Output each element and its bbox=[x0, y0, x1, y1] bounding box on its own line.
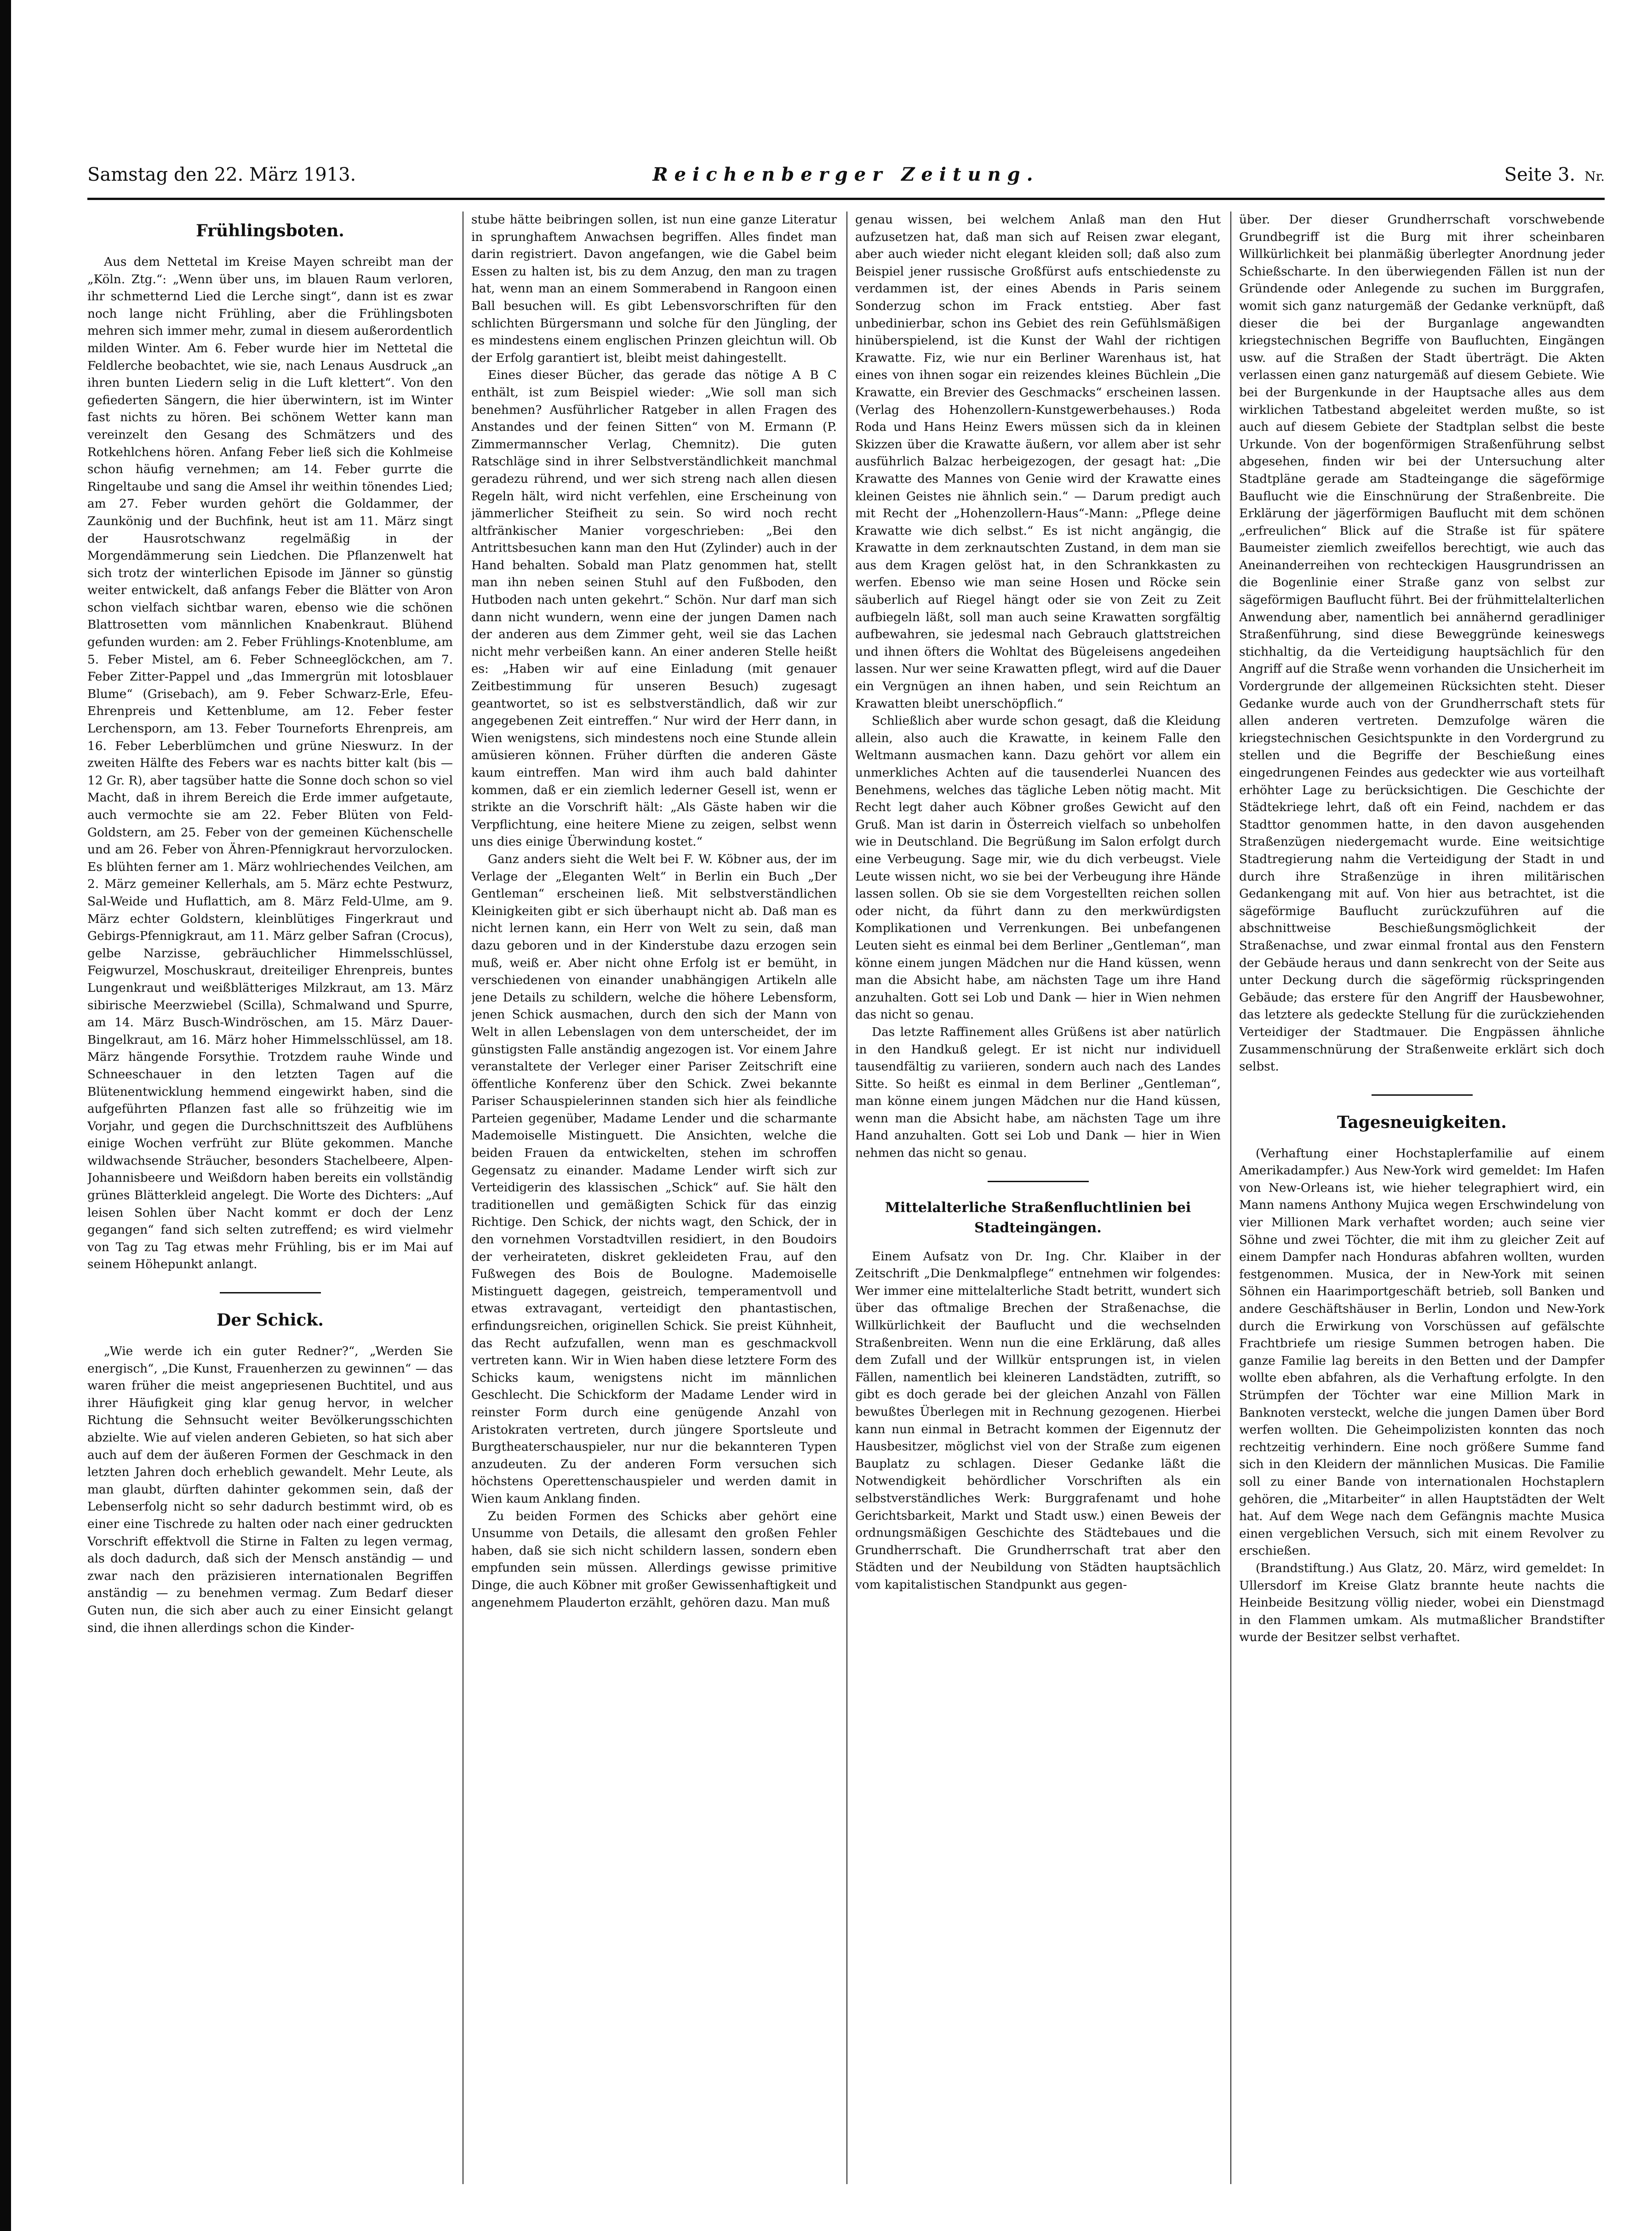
article-heading-schick: Der Schick. bbox=[217, 1310, 324, 1330]
article-paragraph: genau wissen, bei welchem Anlaß man den Hut aufzusetzen hat, daß man sich auf Reisen zwar elegant, aber auch wieder nicht elegant kleiden soll; daß also zum Beispiel jener russische Großfürst aufs entschiedenste zu verdammen ist, der eines Abends in Paris seinem Sonderzug schon im Frack entstieg. Aber fast unbedinierbar, schon ins Gebiet des rein Gefühlsmäßigen hinüberspielend, ist die Kunst der Wahl der richtigen Krawatte. Fiz, wie nur ein Berliner Warenhaus ist, hat eines von ihnen sogar ein reizendes kleines Büchlein „Die Krawatte, ein Brevier des Geschmacks“ erscheinen lassen. (Verlag des Hohenzollern-Kunstgewerbehauses.) Roda Roda und Hans Heinz Ewers müssen sich da in kleinen Skizzen über die Krawatte äußern, vor allem aber ist sehr ausführlich Balzac herbeigezogen, der gesagt hat: „Die Krawatte des Mannes von Genie wird der Krawatte eines kleinen Geistes nie ähnlich sein.“ — Darum predigt auch mit Recht der „Hohenzollern-Haus“-Mann: „Pflege deine Krawatte wie dich selbst.“ Es ist nicht angängig, die Krawatte in dem zerknautschten Zustand, in dem man sie aus dem Kragen gelöst hat, in den Schrankkasten zu werfen. Ebenso wie man seine Hosen und Röcke sein säuberlich auf Riegel hängt oder sie von Zeit zu Zeit aufbiegeln läßt, soll man auch seine Krawatten sorgfältig aufbewahren, sie jedesmal nach Gebrauch glattstreichen und ihnen öfters die Wohltat des Bügeleisens angedeihen lassen. Nur wer seine Krawatten pflegt, wird auf die Dauer ein Vergnügen an ihnen haben, und sein Reichtum an Krawatten bleibt unerschöpflich.“ bbox=[855, 213, 1221, 711]
column-3 bbox=[855, 212, 1221, 2184]
newspaper-page bbox=[87, 161, 1605, 2193]
article-paragraph: Das letzte Raffinement alles Grüßens ist aber natürlich in den Handkuß gelegt. Er ist nicht nur individuell tausendfältig zu variieren, sondern auch nach des Landes Sitte. So heißt es einmal in dem Berliner „Gentleman“, man könne einem jungen Mädchen nur die Hand küssen, wenn man die Absicht habe, am nächsten Tage um ihre Hand anzuhalten. Gott sei Lob und Dank — hier in Wien nehmen das nicht so genau. bbox=[855, 1025, 1221, 1161]
newspaper-title: Reichenberger Zeitung. bbox=[652, 164, 1040, 185]
article-paragraph: Ganz anders sieht die Welt bei F. W. Köbner aus, der im Verlage der „Eleganten Welt“ in Berlin ein Buch „Der Gentleman“ erscheinen ließ. Mit selbstverständlichen Kleinigkeiten gibt er sich überhaupt nicht ab. Daß man es nicht lernen kann, ein Herr von Welt zu sein, daß man dazu geboren und in der Kinderstube dazu erzogen sein muß, weiß er. Aber nicht ohne Erfolg ist er bemüht, in verschiedenen von einander unabhängigen Artikeln alle jene Details zu schildern, welche die höhere Lebensform, jenen Schick ausmachen, durch den sich der Mann von Welt in allen Lebenslagen von dem unterscheidet, der im günstigsten Falle anständig angezogen ist. Vor einem Jahre veranstaltete der Verleger einer Pariser Zeitschrift eine öffentliche Konferenz über den Schick. Zwei bekannte Pariser Schauspielerinnen standen sich hier als feindliche Parteien gegenüber, Madame Lender und die scharmante Mademoiselle Mistinguett. Die Ansichten, welche die beiden Frauen da entwickelten, stehen im schroffen Gegensatz zu einander. Madame Lender wirft sich zur Verteidigerin des klassischen „Schick“ auf. Sie hält den traditionellen und gemäßigten Schick für das einzig Richtige. Den Schick, der nichts wagt, den Schick, der in den vornehmen Vorstadtvillen residiert, in den Boudoirs der verheirateten, diskret gekleideten Frau, auf den Fußwegen des Bois de Boulogne. Mademoiselle Mistinguett dagegen, geistreich, temperamentvoll und etwas extravagant, verteidigt den phantastischen, erfindungsreichen, originellen Schick. Sie preist Kühnheit, das Recht aufzufallen, wenn man es geschmackvoll vertreten kann. Wir in Wien haben diese letztere Form des Schicks kaum, wenigstens nicht im männlichen Geschlecht. Die Schickform der Madame Lender wird in reinster Form durch eine genügende Anzahl von Aristokraten vertreten, durch jüngere Sportsleute und Burgtheaterschauspieler, nur nur die bekannteren Typen anzudeuten. Zu der anderen Form versuchen sich höchstens Operettenschauspieler und werden damit in Wien kaum Anklang finden. bbox=[471, 852, 837, 1506]
article-heading-strassenfluchtlinien: Mittelalterliche Straßenfluchtlinien bei Stadteingängen. bbox=[885, 1199, 1191, 1236]
columns bbox=[87, 212, 1605, 2184]
article-divider bbox=[988, 1181, 1089, 1182]
masthead bbox=[87, 161, 1605, 200]
article-divider bbox=[1372, 1094, 1473, 1096]
article-paragraph: Eines dieser Bücher, das gerade das nötige A B C enthält, ist zum Beispiel wieder: „Wie soll man sich benehmen? Ausführlicher Ratgeber in allen Fragen des Anstandes und der feinen Sitten“ von M. Ermann (P. Zimmermannscher Verlag, Chemnitz). Die guten Ratschläge sind in ihrer Selbstverständlichkeit manchmal geradezu rührend, und wer sich streng nach allen diesen Regeln hält, wird nicht verfehlen, eine Erscheinung von jämmerlicher Steifheit zu sein. So wird noch recht altfränkischer Manier vorgeschrieben: „Bei den Antrittsbesuchen kann man den Hut (Zylinder) auch in der Hand behalten. Sobald man Platz genommen hat, stellt man ihn neben seinen Stuhl auf den Fußboden, den Hutboden nach unten gekehrt.“ Schön. Nur darf man sich dann nicht wundern, wenn eine der jungen Damen nach der anderen aus dem Zimmer geht, weil sie das Lachen nicht mehr verbeißen kann. An einer anderen Stelle heißt es: „Haben wir auf eine Einladung (mit genauer Zeitbestimmung für unseren Besuch) zugesagt geantwortet, so ist es selbstverständlich, daß wir zur angegebenen Zeit eintreffen.“ Nur wird der Herr dann, in Wien wenigstens, sich mindestens noch eine Stunde allein amüsieren können. Früher dürften die anderen Gäste kaum eintreffen. Man wird ihm auch bald dahinter kommen, daß er ein ziemlich lederner Gesell ist, wenn er strikte an die Vorschrift hält: „Als Gäste haben wir die Verpflichtung, eine heitere Miene zu zeigen, selbst wenn uns dies einige Überwindung kostet.“ bbox=[471, 368, 837, 849]
page-no-suffix: Nr. bbox=[1584, 169, 1605, 184]
article-paragraph: Schließlich aber wurde schon gesagt, daß die Kleidung allein, also auch die Krawatte, in keinem Falle den Weltmann ausmachen kann. Dazu gehört vor allem ein unmerkliches Achten auf die tausenderlei Nuancen des Benehmens, welches das tägliche Leben nötig macht. Mit Recht legt daher auch Köbner großes Gewicht auf den Gruß. Man ist darin in Österreich vielfach so unbeholfen wie in Deutschland. Die Begrüßung im Salon erfolgt durch eine Verbeugung. Sage mir, wie du dich verbeugst. Viele Leute wissen nicht, wo sie bei der Verbeugung ihre Hände lassen sollen. Ob sie sie dem Vorgestellten reichen sollen oder nicht, da führt dann zu den merkwürdigsten Komplikationen und Verrenkungen. Bei unbefangenen Leuten sieht es einmal bei dem Berliner „Gentleman“, man könne einem jungen Mädchen nur die Hand küssen, wenn man die Absicht habe, am nächsten Tage um ihre Hand anzuhalten. Gott sei Lob und Dank — hier in Wien nehmen das nicht so genau. bbox=[855, 714, 1221, 1022]
article-paragraph: Einem Aufsatz von Dr. Ing. Chr. Klaiber in der Zeitschrift „Die Denkmalpflege“ entnehmen wir folgendes: Wer immer eine mittelalterliche Stadt betritt, wundert sich über das oftmalige Brechen der Straßenachse, die Willkürlichkeit der Bauflucht und die wechselnden Straßenbreiten. Wenn nun die eine Erklärung, daß alles dem Zufall und der Willkür entsprungen ist, in vielen Fällen, namentlich bei kleineren Landstädten, zutrifft, so gibt es doch gerade bei der gleichen Anzahl von Fällen bewußtes Überlegen mit in Rechnung gezogenen. Hierbei kann nun einmal in Betracht kommen der Eigennutz der Hausbesitzer, möglichst viel von der Straße zum eigenen Bauplatz zu schlagen. Dieser Gedanke läßt die Notwendigkeit behördlicher Vorschriften als ein selbstverständliches Werk: Burggrafenamt und hohe Gerichtsbarkeit, Markt und Stadt usw.) einen Beweis der ordnungsmäßigen Geschichte des Städtebaues und die Grundherrschaft. Die Grundherrschaft trat aber den Städten und der Neubildung von Städten hauptsächlich vom kapitalistischen Standpunkt aus gegen- bbox=[855, 1249, 1221, 1592]
article-heading-fruehlingsboten: Frühlingsboten. bbox=[196, 221, 344, 240]
article-paragraph: stube hätte beibringen sollen, ist nun eine ganze Literatur in sprunghaftem Anwachsen begriffen. Alles findet man darin registriert. Davon angefangen, wie die Gabel beim Essen zu halten ist, bis zu dem Anzug, den man zu tragen hat, wenn man an einem Sommerabend in Rangoon einen Ball besuchen will. Es gibt Lebensvorschriften für den schlichten Bürgersmann und solche für den Jüngling, der es mindestens einem englischen Prinzen gleichtun will. Ob der Erfolg garantiert ist, bleibt meist dahingestellt. bbox=[471, 213, 837, 365]
page-label: Seite 3. bbox=[1504, 164, 1576, 185]
column-1 bbox=[87, 212, 453, 2184]
article-paragraph: „Wie werde ich ein guter Redner?“, „Werden Sie energisch“, „Die Kunst, Frauenherzen zu gewinnen“ — das waren früher die meist angepriesenen Buchtitel, und aus ihrer Häufigkeit ging klar genug hervor, in welcher Richtung die Sehnsucht weiter Bevölkerungsschichten abzielte. Wie auf vielen anderen Gebieten, so hat sich aber auch auf dem der äußeren Formen der Geschmack in den letzten Jahren doch erheblich gewandelt. Mehr Leute, als man glaubt, dürften dahinter gekommen sein, daß der Lebenserfolg nicht so sehr dadurch bestimmt wird, ob es einer eine Tischrede zu halten oder nach einer gedruckten Vorschrift effektvoll die Stirne in Falten zu legen vermag, als doch dadurch, daß sich der Mensch anständig — und zwar nach den präzisieren internationalen Begriffen anständig — zu benehmen vermag. Zum Bedarf dieser Guten nun, die sich aber auch zu einer Einsicht gelangt sind, die ihnen allerdings schon die Kinder- bbox=[87, 1344, 453, 1635]
article-paragraph: über. Der dieser Grundherrschaft vorschwebende Grundbegriff ist die Burg mit ihrer scheinbaren Willkürlichkeit bei planmäßig überlegter Anordnung jeder Schießscharte. In den überwiegenden Fällen ist nun der Gründende oder Anlegende zu suchen im Burggrafen, womit sich ganz naturgemäß der Gedanke verknüpft, daß dieser die bei der Burganlage angewandten kriegstechnischen Begriffe von Baufluchten, Eingängen usw. auf die Straßen der Stadt überträgt. Die Akten verlassen einen ganz naturgemäß auf diesem Gebiete. Wie bei der Burgenkunde in der Hauptsache alles aus dem wirklichen Tatbestand abgeleitet werden mußte, so ist auch auf diesem Gebiete der Stadtplan selbst die beste Urkunde. Von der bogenförmigen Straßenführung selbst abgesehen, finden wir bei der Untersuchung alter Stadtpläne gerade am Stadteingange die sägeförmige Bauflucht wie die Einschnürung der Straßenbreite. Die Erklärung der jägerförmigen Bauflucht mit dem schönen „erfreulichen“ Blick auf die Straße ist für spätere Baumeister ziemlich zweifellos berechtigt, wie auch das Aneinanderreihen von rechteckigen Hausgrundrissen an die Bogenlinie einer Straße ganz von selbst zur sägeförmigen Bauflucht führt. Bei der frühmittelalterlichen Anwendung aber, namentlich bei annähernd geradliniger Straßenführung, sind diese Beweggründe keineswegs stichhaltig, da die Verteidigung hauptsächlich für den Angriff auf die Straße wenn vorhanden die Unsicherheit im Vordergrunde der allgemeinen Rücksichten steht. Dieser Gedanke wurde auch von der Grundherrschaft stets für allen anderen vertreten. Demzufolge wären die kriegstechnischen Gesichtspunkte in den Vordergrund zu stellen und die Begriffe der Beschießung eines eingedrungenen Feindes aus gedeckter wie aus vorteilhaft erhöhter Lage zu berücksichtigen. Die Geschichte der Städtekriege lehrt, daß oft ein Feind, nachdem er das Stadttor genommen hatte, in den davon ausgehenden Straßenzügen niedergemacht wurde. Eine weitsichtige Stadtregierung nahm die Verteidigung der Stadt in und durch ihre Straßenzüge in ihren militärischen Gedankengang mit auf. Von hier aus betrachtet, ist die sägeförmige Bauflucht zurückzuführen auf die abschnittweise Beschießungsmöglichkeit der Straßenachse, und zwar einmal frontal aus den Fenstern der Gebäude heraus und dann senkrecht von der Seite aus unter Deckung durch die sägeförmig rückspringenden Gebäude; das erstere für den Angriff der Hausbewohner, das letztere als gedeckte Stellung für die zurückziehenden Verteidiger der Stadtmauer. Die Engpässen ähnliche Zusammenschnürung der Straßenweite erklärt sich doch selbst. bbox=[1239, 213, 1605, 1074]
page-number bbox=[1504, 161, 1605, 190]
article-paragraph: Aus dem Nettetal im Kreise Mayen schreibt man der „Köln. Ztg.“: „Wenn über uns, im blauen Raum verloren, ihr schmetternd Lied die Lerche singt“, dann ist es zwar noch lange nicht Frühling, aber die Frühlingsboten mehren sich immer mehr, zumal in diesem außerordentlich milden Winter. Am 6. Feber wurde hier im Nettetal die Feldlerche beobachtet, wie sie, nach Lenaus Ausdruck „an ihren bunten Liedern selig in die Luft klettert“. Von den gefiederten Sängern, die hier überwintern, ist im Winter fast nichts zu hören. Bei schönem Wetter kann man vereinzelt den Gesang des Schmätzers und des Rotkehlchens hören. Anfang Feber ließ sich die Kohlmeise schon häufig vernehmen; am 14. Feber gurrte die Ringeltaube und sang die Amsel ihr weithin tönendes Lied; am 27. Feber wurden gehört die Goldammer, der Zaunkönig und der Buchfink, heut ist am 11. März singt der Hausrotschwanz regelmäßig in der Morgendämmerung sein Liedchen. Die Pflanzenwelt hat sich trotz der winterlichen Episode im Jänner so günstig weiter entwickelt, daß anfangs Feber die Blätter von Aron schon vielfach sichtbar waren, ebenso wie die schönen Blattrosetten vom männlichen Knabenkraut. Blühend gefunden wurden: am 2. Feber Frühlings-Knotenblume, am 5. Feber Mistel, am 6. Feber Schneeglöckchen, am 7. Feber Zitter-Pappel und „das Immergrün mit lotosblauer Blume“ (Grisebach), am 9. Feber Schwarz-Erle, Efeu-Ehrenpreis und Kettenblume, am 12. Feber fester Lerchensporn, am 13. Feber Tourneforts Ehrenpreis, am 16. Feber Leberblümchen und grüne Nieswurz. In der zweiten Hälfte des Febers war es nachts bitter kalt (bis — 12 Gr. R), aber tagsüber hatte die Sonne doch schon so viel Macht, daß in ihrem Bereich die Erde immer aufgetaute, auch vermochte sie am 22. Feber Blüten von Feld-Goldstern, am 25. Feber von der gemeinen Küchenschelle und am 26. Feber von Ähren-Pfennigkraut hervorzulocken. Es blühten ferner am 1. März wohlriechendes Veilchen, am 2. März gemeiner Kellerhals, am 5. März echte Pestwurz, Sal-Weide und Huflattich, am 8. März Feld-Ulme, am 9. März echter Goldstern, kleinblütiges Fingerkraut und Gebirgs-Pfennigkraut, am 11. März gelber Safran (Crocus), gelbe Narzisse, gebräuchlicher Himmelsschlüssel, Feigwurzel, Moschuskraut, dreiteiliger Ehrenpreis, buntes Lungenkraut und weißblätteriges Milzkraut, am 13. März sibirische Meerzwiebel (Scilla), Schmalwand und Spurre, am 14. März Busch-Windröschen, am 15. März Dauer-Bingelkraut, am 16. März hoher Himmelsschlüssel, am 18. März hängende Forsythie. Trotzdem rauhe Winde und Schneeschauer in den letzten Tagen auf die Blütenentwicklung hemmend eingewirkt haben, sind die aufgeführten Pflanzen fast alle so frühzeitig wie im Vorjahr, und gegen die Durchschnittszeit des Aufblühens einige Wochen verfrüht zur Blüte gekommen. Manche wildwachsende Sträucher, besonders Stachelbeere, Alpen-Johannisbeere und Weißdorn haben bereits ein vollständig grünes Blätterkleid angelegt. Die Worte des Dichters: „Auf leisen Sohlen über Nacht kommt er doch der Lenz gegangen“ fand sich selten zutreffend; es wird vielmehr von Tag zu Tag etwas mehr Frühling, bis er im Mai auf seinem Höhepunkt anlangt. bbox=[87, 255, 453, 1272]
column-rule bbox=[846, 212, 847, 2184]
article-heading-tagesneuigkeiten: Tagesneuigkeiten. bbox=[1337, 1112, 1507, 1132]
scan-edge bbox=[0, 0, 11, 2231]
column-4 bbox=[1239, 212, 1605, 2184]
news-item-verhaftung: (Verhaftung einer Hochstaplerfamilie auf einem Amerikadampfer.) Aus New-York wird gemeldet: Im Hafen von New-Orleans ist, wie hieher telegraphiert wird, ein Mann namens Anthony Mujica wegen Erschwindelung von vier Millionen Mark verhaftet worden; auch seine vier Söhne und zwei Töchter, die mit ihm zu gleicher Zeit auf einem Dampfer nach Honduras abfahren wollten, wurden festgenommen. Musica, der in New-York mit seinen Söhnen ein Haarimportgeschäft betrieb, soll Banken und andere Geschäftshäuser in Berlin, London und New-York durch die Erwirkung von Vorschüssen auf gefälschte Frachtbriefe um riesige Summen betrogen haben. Die ganze Familie lag bereits in den Betten und der Dampfer wollte eben abfahren, als die Verhaftung erfolgte. In den Strümpfen der Töchter war eine Million Mark in Banknoten versteckt, welche die jungen Damen über Bord werfen wollten. Die Geheimpolizisten konnten das noch rechtzeitig verhindern. Eine noch größere Summe fand sich in den Kleidern der männlichen Musicas. Die Familie soll zu einer Bande von internationalen Hochstaplern gehören, die „Mitarbeiter“ in allen Hauptstädten der Welt hat. Auf dem Wege nach dem Gefängnis machte Musica einen vergeblichen Versuch, sich mit einem Revolver zu erschießen. bbox=[1239, 1146, 1605, 1558]
column-2 bbox=[471, 212, 837, 2184]
article-paragraph: Zu beiden Formen des Schicks aber gehört eine Unsumme von Details, die allesamt den großen Fehler haben, daß sie sich nicht schildern lassen, sondern eben empfunden sein müssen. Allerdings gewisse primitive Dinge, die auch Köbner mit großer Gewissenhaftigkeit und angenehmem Plauderton erzählt, gehören dazu. Man muß bbox=[471, 1509, 837, 1610]
column-rule bbox=[1230, 212, 1231, 2184]
article-divider bbox=[220, 1292, 321, 1293]
issue-date: Samstag den 22. März 1913. bbox=[87, 164, 356, 185]
news-item-brandstiftung: (Brandstiftung.) Aus Glatz, 20. März, wird gemeldet: In Ullersdorf im Kreise Glatz brannte heute nachts die Heinbeide Besitzung völlig nieder, wobei ein Dienstmagd in den Flammen umkam. Als mutmaßlicher Brandstifter wurde der Besitzer selbst verhaftet. bbox=[1239, 1561, 1605, 1645]
